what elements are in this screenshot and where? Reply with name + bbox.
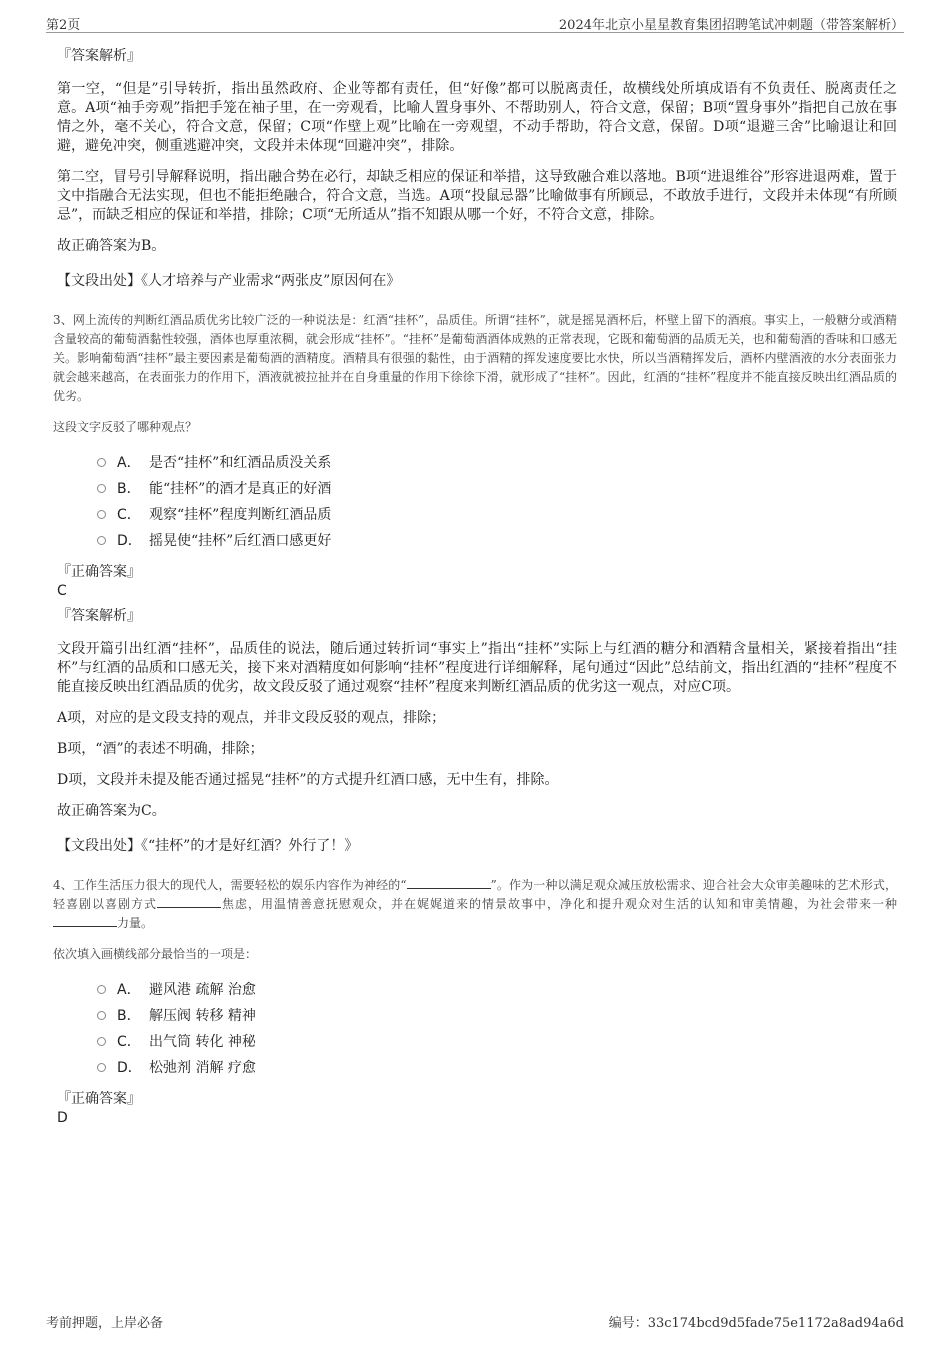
correct-answer-label: 『正确答案』 (57, 1091, 141, 1107)
option-c[interactable]: C． 出气筒 转化 神秘 (97, 1029, 897, 1055)
page-header (46, 12, 904, 33)
fill-blank (407, 876, 491, 889)
footer-slogan: 考前押题，上岸必备 (46, 1316, 164, 1331)
option-a[interactable]: A． 是否“挂杯”和红酒品质没关系 (97, 450, 897, 476)
analysis-paragraph: B项，“酒”的表述不明确，排除； (57, 741, 264, 757)
option-text: 摇晃使“挂杯”后红酒口感更好 (149, 533, 332, 549)
page-number: 第2页 (46, 18, 81, 33)
document-id: 编号：33c174bcd9d5fade75e1172a8ad94a6d (608, 1316, 904, 1331)
answer-conclusion: 故正确答案为B。 (57, 238, 166, 254)
correct-answer-label: 『正确答案』 (57, 564, 141, 580)
analysis-paragraph: 文段开篇引出红酒“挂杯”，品质佳的说法，随后通过转折词“事实上”指出“挂杯”实际上与红酒的糖分和酒精含量相关，紧接着指出“挂杯”与红酒的品质和口感无关，接下来对酒精度如何影响“挂杯”程度进行详细解释，尾句通过“因此”总结前文，指出红酒的“挂杯”程度不能直接反映出红酒品质的优劣，故文段反驳了通过观察“挂杯”程度来判断红酒品质的优劣这一观点，对应C项。 (57, 641, 897, 695)
option-a[interactable]: A． 避风港 疏解 治愈 (97, 977, 897, 1003)
source-citation: 【文段出处】《“挂杯”的才是好红酒？外行了！》 (57, 838, 359, 854)
analysis-label: 『答案解析』 (57, 48, 141, 64)
correct-answer: D (57, 1110, 68, 1126)
analysis-paragraph: 第一空，“但是”引导转折，指出虽然政府、企业等都有责任，但“好像”都可以脱离责任，故横线处所填成语有不负责任、脱离责任之意。A项“袖手旁观”指把手笼在袖子里，在一旁观看，比喻人置身事外、不帮助别人，符合文意，保留；B项“置身事外”指把自己放在事情之外，毫不关心，符合文意，保留；C项“作壁上观”比喻在一旁观望，不动手帮助，符合文意，保留。D项“退避三舍”比喻退让和回避，避免冲突，侧重逃避冲突，文段并未体现“回避冲突”，排除。 (57, 81, 897, 154)
analysis-paragraph: A项，对应的是文段支持的观点，并非文段反驳的观点，排除； (57, 710, 446, 726)
option-d[interactable]: D． 松弛剂 消解 疗愈 (97, 1055, 897, 1081)
fill-blank (53, 914, 117, 927)
radio-button[interactable] (97, 985, 106, 994)
page-footer (46, 1310, 904, 1330)
radio-button[interactable] (97, 484, 106, 493)
analysis-paragraph: D项，文段并未提及能否通过摇晃“挂杯”的方式提升红酒口感，无中生有，排除。 (57, 772, 559, 788)
radio-button[interactable] (97, 536, 106, 545)
option-text: 避风港 疏解 治愈 (149, 982, 256, 998)
option-text: 松弛剂 消解 疗愈 (149, 1060, 256, 1076)
radio-button[interactable] (97, 1037, 106, 1046)
option-text: 出气筒 转化 神秘 (149, 1034, 256, 1050)
option-text: 能“挂杯”的酒才是真正的好酒 (149, 481, 332, 497)
option-text: 是否“挂杯”和红酒品质没关系 (149, 455, 332, 471)
source-citation: 【文段出处】《人才培养与产业需求“两张皮”原因何在》 (57, 273, 401, 289)
fill-blank (157, 895, 221, 908)
radio-button[interactable] (97, 1011, 106, 1020)
option-text: 观察“挂杯”程度判断红酒品质 (149, 507, 332, 523)
correct-answer: C (57, 583, 67, 599)
question-prompt: 依次填入画横线部分最恰当的一项是： (53, 947, 258, 961)
radio-button[interactable] (97, 458, 106, 467)
radio-button[interactable] (97, 510, 106, 519)
analysis-paragraph: 第二空，冒号引导解释说明，指出融合势在必行，却缺乏相应的保证和举措，这导致融合难以落地。B项“进退维谷”形容进退两难，置于文中指融合无法实现，但也不能拒绝融合，符合文意，当选。A项“投鼠忌器”比喻做事有所顾忌，不敢放手进行，文段并未体现“有所顾忌”，而缺乏相应的保证和举措，排除；C项“无所适从”指不知跟从哪一个好，不符合文意，排除。 (57, 169, 897, 223)
option-list (97, 977, 897, 1081)
question-text: 3、网上流传的判断红酒品质优劣比较广泛的一种说法是：红酒“挂杯”，品质佳。所谓“挂杯”，就是摇晃酒杯后，杯壁上留下的酒痕。事实上，一般糖分或酒精含量较高的葡萄酒黏性较强，酒体也厚重浓稠，就会形成“挂杯”。“挂杯”是葡萄酒酒体成熟的正常表现，它既和葡萄酒的品质无关，也和葡萄酒的香味和口感无关。影响葡萄酒“挂杯”最主要因素是葡萄酒的酒精度。酒精具有很强的黏性，由于酒精的挥发速度要比水快，所以当酒精挥发后，酒杯内壁酒液的水分表面张力就会越来越高，在表面张力的作用下，酒液就被拉扯并在自身重量的作用下徐徐下滑，就形成了“挂杯”。因此，红酒的“挂杯”程度并不能直接反映出红酒品质的优劣。 (53, 313, 897, 403)
question-text: 4、工作生活压力很大的现代人，需要轻松的娱乐内容作为神经的“ ”。作为一种以满足观众减压放松需求、迎合社会大众审美趣味的艺术形式，轻喜剧以喜剧方式 焦虑，用温情善意抚慰观众，并在娓娓道来的情景故事中，净化和提升观众对生活的认知和审美情趣，为社会带来一种力量。 (53, 878, 898, 930)
analysis-label: 『答案解析』 (57, 608, 141, 624)
option-c[interactable]: C． 观察“挂杯”程度判断红酒品质 (97, 502, 897, 528)
answer-conclusion: 故正确答案为C。 (57, 803, 166, 819)
page-content (53, 46, 898, 1133)
option-d[interactable]: D． 摇晃使“挂杯”后红酒口感更好 (97, 528, 897, 554)
option-b[interactable]: B． 解压阀 转移 精神 (97, 1003, 897, 1029)
document-title: 2024年北京小星星教育集团招聘笔试冲刺题（带答案解析） (558, 18, 904, 33)
option-b[interactable]: B． 能“挂杯”的酒才是真正的好酒 (97, 476, 897, 502)
option-list (97, 450, 897, 554)
option-text: 解压阀 转移 精神 (149, 1008, 256, 1024)
radio-button[interactable] (97, 1063, 106, 1072)
question-prompt: 这段文字反驳了哪种观点？ (53, 420, 198, 434)
